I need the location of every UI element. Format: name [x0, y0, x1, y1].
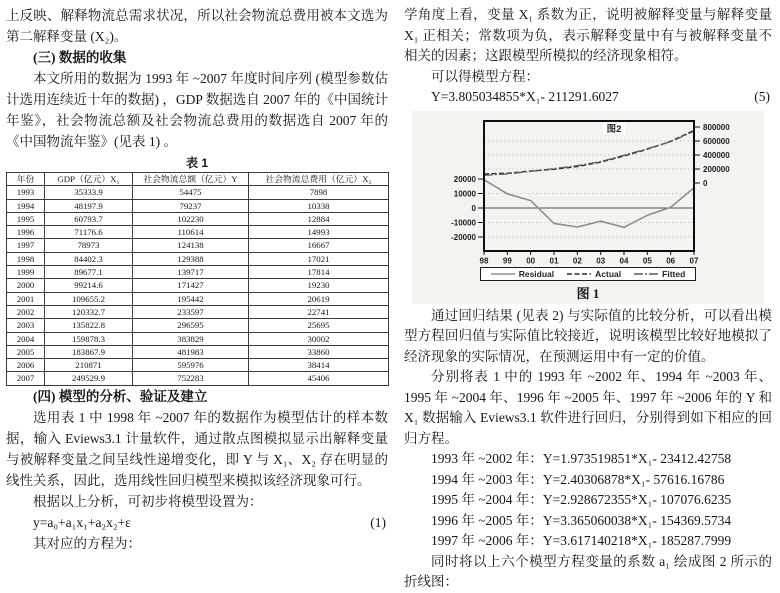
table-cell: 383829 [133, 332, 249, 345]
table-cell: 33860 [249, 345, 389, 358]
right-axis-tick-label: 0 [703, 178, 708, 188]
left-axis-tick-label: 0 [471, 203, 476, 213]
x-axis-tick-label: 05 [642, 256, 652, 265]
x-axis-tick-label: 07 [689, 256, 699, 265]
legend-item-actual [567, 269, 621, 279]
table-cell: 110614 [133, 226, 249, 239]
table-cell: 2005 [7, 345, 45, 358]
table-row [7, 199, 389, 212]
table-cell: 595976 [133, 359, 249, 372]
left-axis-tick-label: -10000 [451, 217, 476, 227]
table-caption: 表 1 [185, 156, 208, 170]
table-cell: 120332.7 [45, 305, 133, 318]
equation-1-row [6, 512, 388, 533]
chart-legend-row [412, 267, 764, 281]
x-axis-tick-label: 98 [479, 256, 489, 265]
data-table [6, 172, 389, 386]
table-cell: 102230 [133, 212, 249, 225]
table-row [7, 345, 389, 358]
left-axis-tick-label: 10000 [453, 188, 476, 198]
x-axis-tick-label: 06 [666, 256, 676, 265]
table-cell: 1997 [7, 239, 45, 252]
table-row [7, 226, 389, 239]
left-axis-tick-label: 20000 [453, 174, 476, 184]
table-cell: 1999 [7, 266, 45, 279]
regression-equations-list [404, 449, 772, 552]
table-cell: 135822.8 [45, 319, 133, 332]
chart-inner-title: 图2 [606, 123, 622, 135]
x-axis-tick-label: 99 [502, 256, 512, 265]
table-cell: 25695 [249, 319, 389, 332]
table-cell: 79237 [133, 199, 249, 212]
legend-item-fitted [634, 269, 685, 279]
table-row [7, 186, 389, 199]
table-cell: 84402.3 [45, 252, 133, 265]
equation-1-number: (1) [370, 514, 386, 530]
paragraph-periods: 分别将表 1 中的 1993 年 ~2002 年、1994 年 ~2003 年、1995 年 ~2004 年、1996 年 ~2005 年、1997 年 ~2006 年的 Y 和 X₁ 数据输入 Eviews3.1 软件进行回归，分别得到如下相应的回归方程。 [404, 369, 772, 446]
table-cell: 109655.2 [45, 292, 133, 305]
figure-1 [412, 111, 764, 304]
table-header-cell: 社会物流总费用（亿元）X₂ [249, 173, 389, 186]
line-model-setup: 根据以上分析，可初步将模型设置为： [33, 493, 263, 509]
table-cell: 139717 [133, 266, 249, 279]
table-body [7, 186, 389, 385]
right-axis-tick-label: 400000 [703, 150, 730, 160]
table-cell: 89677.1 [45, 266, 133, 279]
legend-line-sample [634, 270, 658, 278]
table-cell: 296595 [133, 319, 249, 332]
legend-label: Fitted [662, 268, 686, 279]
table-row [7, 266, 389, 279]
legend-line-sample [567, 270, 591, 278]
table-row [7, 279, 389, 292]
table-cell: 19230 [249, 279, 389, 292]
right-axis-tick-label: 600000 [703, 136, 730, 146]
table-cell: 124138 [133, 239, 249, 252]
left-axis-tick-label: -20000 [451, 232, 476, 242]
legend-item-residual [491, 269, 554, 279]
chart-canvas [418, 115, 758, 267]
table-cell: 71176.6 [45, 226, 133, 239]
table-cell: 22741 [249, 305, 389, 318]
table-cell: 1994 [7, 199, 45, 212]
table-header-cell: GDP（亿元）X₁ [45, 173, 133, 186]
series-residual [484, 179, 694, 227]
table-cell: 48197.9 [45, 199, 133, 212]
table-row [7, 372, 389, 385]
table-cell: 159878.3 [45, 332, 133, 345]
paragraph-model-analysis: 选用表 1 中 1998 年 ~2007 年的数据作为模型估计的样本数据，输入 Eviews3.1 计量软件，通过散点图模拟显示出解释变量与被解释变量之间呈线性递增变化，即 Y 与 X₁、X₂ 存在明显的线性关系，因此，选用线性回归模型来模拟该经济现象可行。 [6, 409, 388, 488]
table-header-cell: 年份 [7, 173, 45, 186]
table-cell: 16667 [249, 239, 389, 252]
series-actual [484, 130, 694, 174]
regression-equation: 1997 年 ~2006 年：Y=3.617140218*X₁- 185287.7999 [431, 533, 732, 548]
table-row [7, 332, 389, 345]
paragraph-continuation: 上反映、解释物流总需求状况，所以社会物流总费用被本文选为第二解释变量 (X₂)。 [6, 8, 388, 44]
equation-5-number: (5) [754, 89, 770, 104]
table-cell: 171427 [133, 279, 249, 292]
table-cell: 2002 [7, 305, 45, 318]
regression-equation: 1996 年 ~2005 年：Y=3.365060038*X₁- 154369.5734 [431, 512, 732, 528]
table-cell: 233597 [133, 305, 249, 318]
legend-line-sample [491, 270, 515, 278]
table-row [7, 319, 389, 332]
paragraph-data-collection: 本文所用的数据为 1993 年 ~2007 年度时间序列 (模型参数估计选用连续近十年的数据) ，GDP 数据选自 2007 年的《中国统计年鉴》，社会物流总额及社会物流总费用的数据选自 2007 年的《中国物流年鉴》(见表 1) 。 [6, 71, 389, 149]
table-cell: 10338 [249, 199, 389, 212]
table-row [7, 359, 389, 372]
table-cell: 2003 [7, 319, 45, 332]
chart-legend [480, 267, 697, 281]
table-cell: 2006 [7, 359, 45, 372]
table-cell: 249529.9 [45, 372, 133, 385]
table-cell: 1995 [7, 212, 45, 225]
legend-label: Actual [595, 268, 622, 279]
regression-equation: 1993 年 ~2002 年：Y=1.973519851*X₁- 23412.42758 [431, 451, 732, 466]
x-axis-tick-label: 04 [619, 256, 629, 265]
table-cell: 2000 [7, 279, 45, 292]
x-axis-tick-label: 03 [596, 256, 606, 265]
table-header-cell: 社会物流总额（亿元）Y [133, 173, 249, 186]
equation-5-formula: Y=3.805034855*X₁- 211291.6027 [431, 89, 619, 104]
table-cell: 2001 [7, 292, 45, 305]
paragraph-regression-result: 通过回归结果 (见表 2) 与实际值的比较分析，可以看出模型方程回归值与实际值比较接近，说明该模型比较好地模拟了经济现象的实际情况，在预测运用中有一定的价值。 [404, 307, 772, 364]
table-cell: 54475 [133, 186, 249, 199]
table-cell: 2007 [7, 372, 45, 385]
table-cell: 7898 [249, 186, 389, 199]
x-axis-tick-label: 00 [526, 256, 536, 265]
right-column [404, 5, 772, 593]
equation-5-row [404, 87, 772, 108]
regression-equation: 1994 年 ~2003 年：Y=2.40306878*X₁- 57616.16786 [431, 471, 725, 487]
x-axis-tick-label: 02 [572, 256, 582, 265]
table-cell: 17814 [249, 266, 389, 279]
line-equation-intro: 其对应的方程为： [33, 535, 141, 551]
table-cell: 2004 [7, 332, 45, 345]
table-cell: 210871 [45, 359, 133, 372]
left-column [6, 5, 388, 593]
line-model-equation: 可以得模型方程： [431, 68, 539, 84]
table-cell: 14993 [249, 226, 389, 239]
table-cell: 78973 [45, 239, 133, 252]
residual-actual-fitted-chart [412, 115, 764, 267]
table-header-row [7, 173, 389, 186]
paragraph-coefficient: 学角度上看，变量 X₁ 系数为正，说明被解释变量与解释变量 X₁ 正相关；常数项为负，表示解释变量中有与被解释变量不相关的因素；这跟模型所模拟的经济现象相符。 [404, 7, 772, 63]
table-cell: 35333.9 [45, 186, 133, 199]
table-row [7, 239, 389, 252]
table-cell: 1996 [7, 226, 45, 239]
table-cell: 183867.9 [45, 345, 133, 358]
legend-label: Residual [518, 268, 555, 279]
x-axis-tick-label: 01 [549, 256, 559, 265]
section-heading-model-analysis: (四) 模型的分析、验证及建立 [33, 388, 208, 404]
table-cell: 752283 [133, 372, 249, 385]
right-axis-tick-label: 800000 [703, 122, 730, 132]
table-cell: 99214.6 [45, 279, 133, 292]
table-cell: 12884 [249, 212, 389, 225]
table-cell: 38414 [249, 359, 389, 372]
table-row [7, 212, 389, 225]
right-axis-tick-label: 200000 [703, 164, 730, 174]
table-cell: 481983 [133, 345, 249, 358]
table-row [7, 252, 389, 265]
table-cell: 1993 [7, 186, 45, 199]
figure-1-caption: 图 1 [576, 285, 600, 301]
section-heading-data-collection: (三) 数据的收集 [33, 50, 127, 65]
regression-equation: 1995 年 ~2004 年：Y=2.928672355*X₁- 107076.6235 [431, 492, 732, 507]
equation-1-formula: y=a₀+a₁x₁+a₂x₂+ε [33, 514, 131, 530]
paragraph-closing: 同时将以上六个模型方程变量的系数 a₁ 绘成图 2 所示的折线图： [404, 553, 772, 589]
table-cell: 195442 [133, 292, 249, 305]
table-cell: 30002 [249, 332, 389, 345]
table-cell: 1998 [7, 252, 45, 265]
table-row [7, 305, 389, 318]
table-cell: 45406 [249, 372, 389, 385]
table-cell: 17021 [249, 252, 389, 265]
table-cell: 129388 [133, 252, 249, 265]
table-cell: 20619 [249, 292, 389, 305]
table-cell: 60793.7 [45, 212, 133, 225]
table-row [7, 292, 389, 305]
